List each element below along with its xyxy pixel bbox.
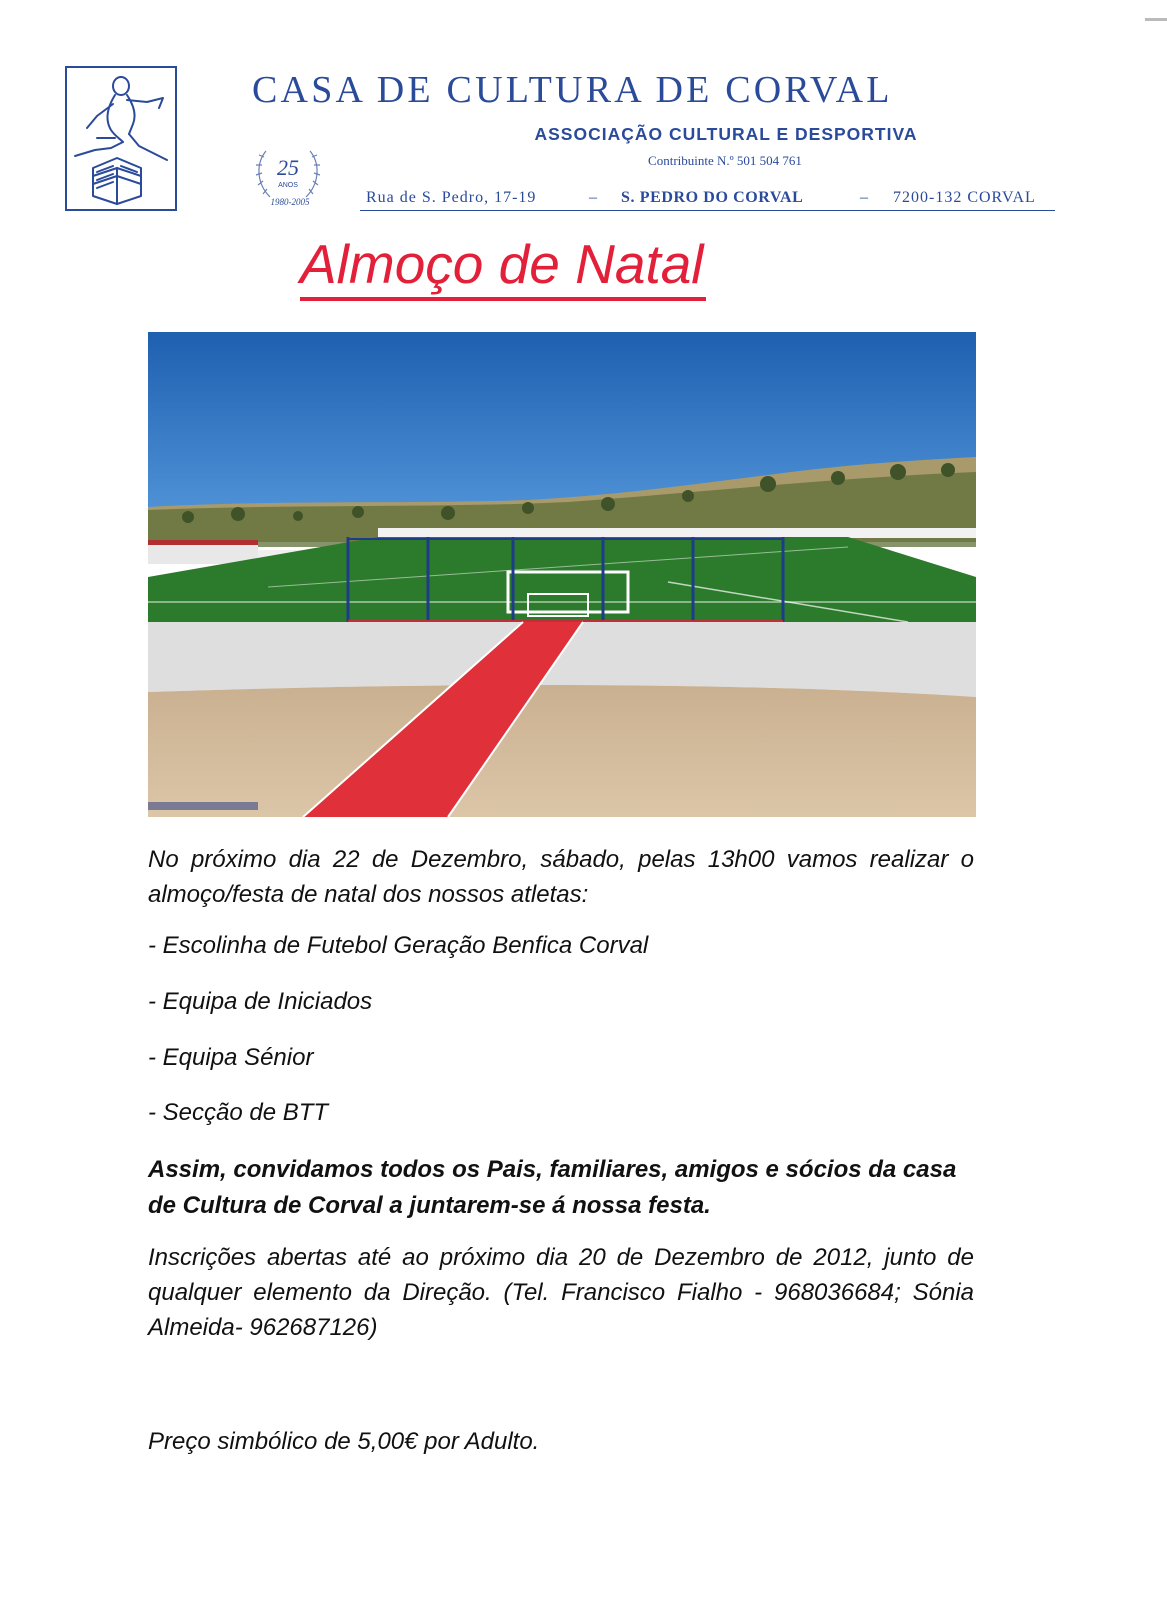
address-postal: 7200-132 CORVAL — [893, 189, 1036, 206]
anniversary-number: 25 — [277, 155, 299, 180]
team-item: - Equipa Sénior — [148, 1044, 314, 1071]
logo — [65, 66, 177, 211]
team-item: - Equipa de Iniciados — [148, 988, 373, 1015]
runner-with-books-icon — [67, 68, 175, 209]
invitation-text: Assim, convidamos todos os Pais, familiares, amigos e sócios da casa de Cultura de Corval a juntarem-se á nossa festa. — [148, 1156, 957, 1219]
team-item: - Escolinha de Futebol Geração Benfica Corval — [148, 932, 649, 959]
team-item: - Secção de BTT — [148, 1099, 329, 1126]
org-name: CASA DE CULTURA DE CORVAL — [252, 69, 893, 111]
address-village: S. PEDRO DO CORVAL — [621, 189, 804, 206]
event-title: Almoço de Natal — [300, 233, 706, 301]
scan-edge-mark — [1145, 18, 1167, 21]
address-separator: – — [860, 189, 869, 206]
price-text: Preço simbólico de 5,00€ por Adulto. — [148, 1428, 540, 1455]
intro-text: No próximo dia 22 de Dezembro, sábado, pelas 13h00 vamos realizar o almoço/festa de natal dos nossos atletas: — [148, 846, 974, 908]
address-street: Rua de S. Pedro, 17-19 — [366, 189, 537, 206]
anniversary-word: ANOS — [278, 182, 298, 189]
taxpayer-number: Contribuinte N.º 501 504 761 — [648, 153, 802, 168]
football-field-photo — [148, 332, 976, 817]
org-subtitle: ASSOCIAÇÃO CULTURAL E DESPORTIVA — [534, 124, 918, 144]
registration-text: Inscrições abertas até ao próximo dia 20 de Dezembro de 2012, junto de qualquer elemento da Direção. (Tel. Francisco Fialho - 968036684; Sónia Almeida- 962687126) — [148, 1244, 974, 1341]
anniversary-years: 1980-2005 — [270, 197, 310, 207]
letterhead-rule — [360, 210, 1055, 211]
address-separator: – — [589, 189, 598, 206]
